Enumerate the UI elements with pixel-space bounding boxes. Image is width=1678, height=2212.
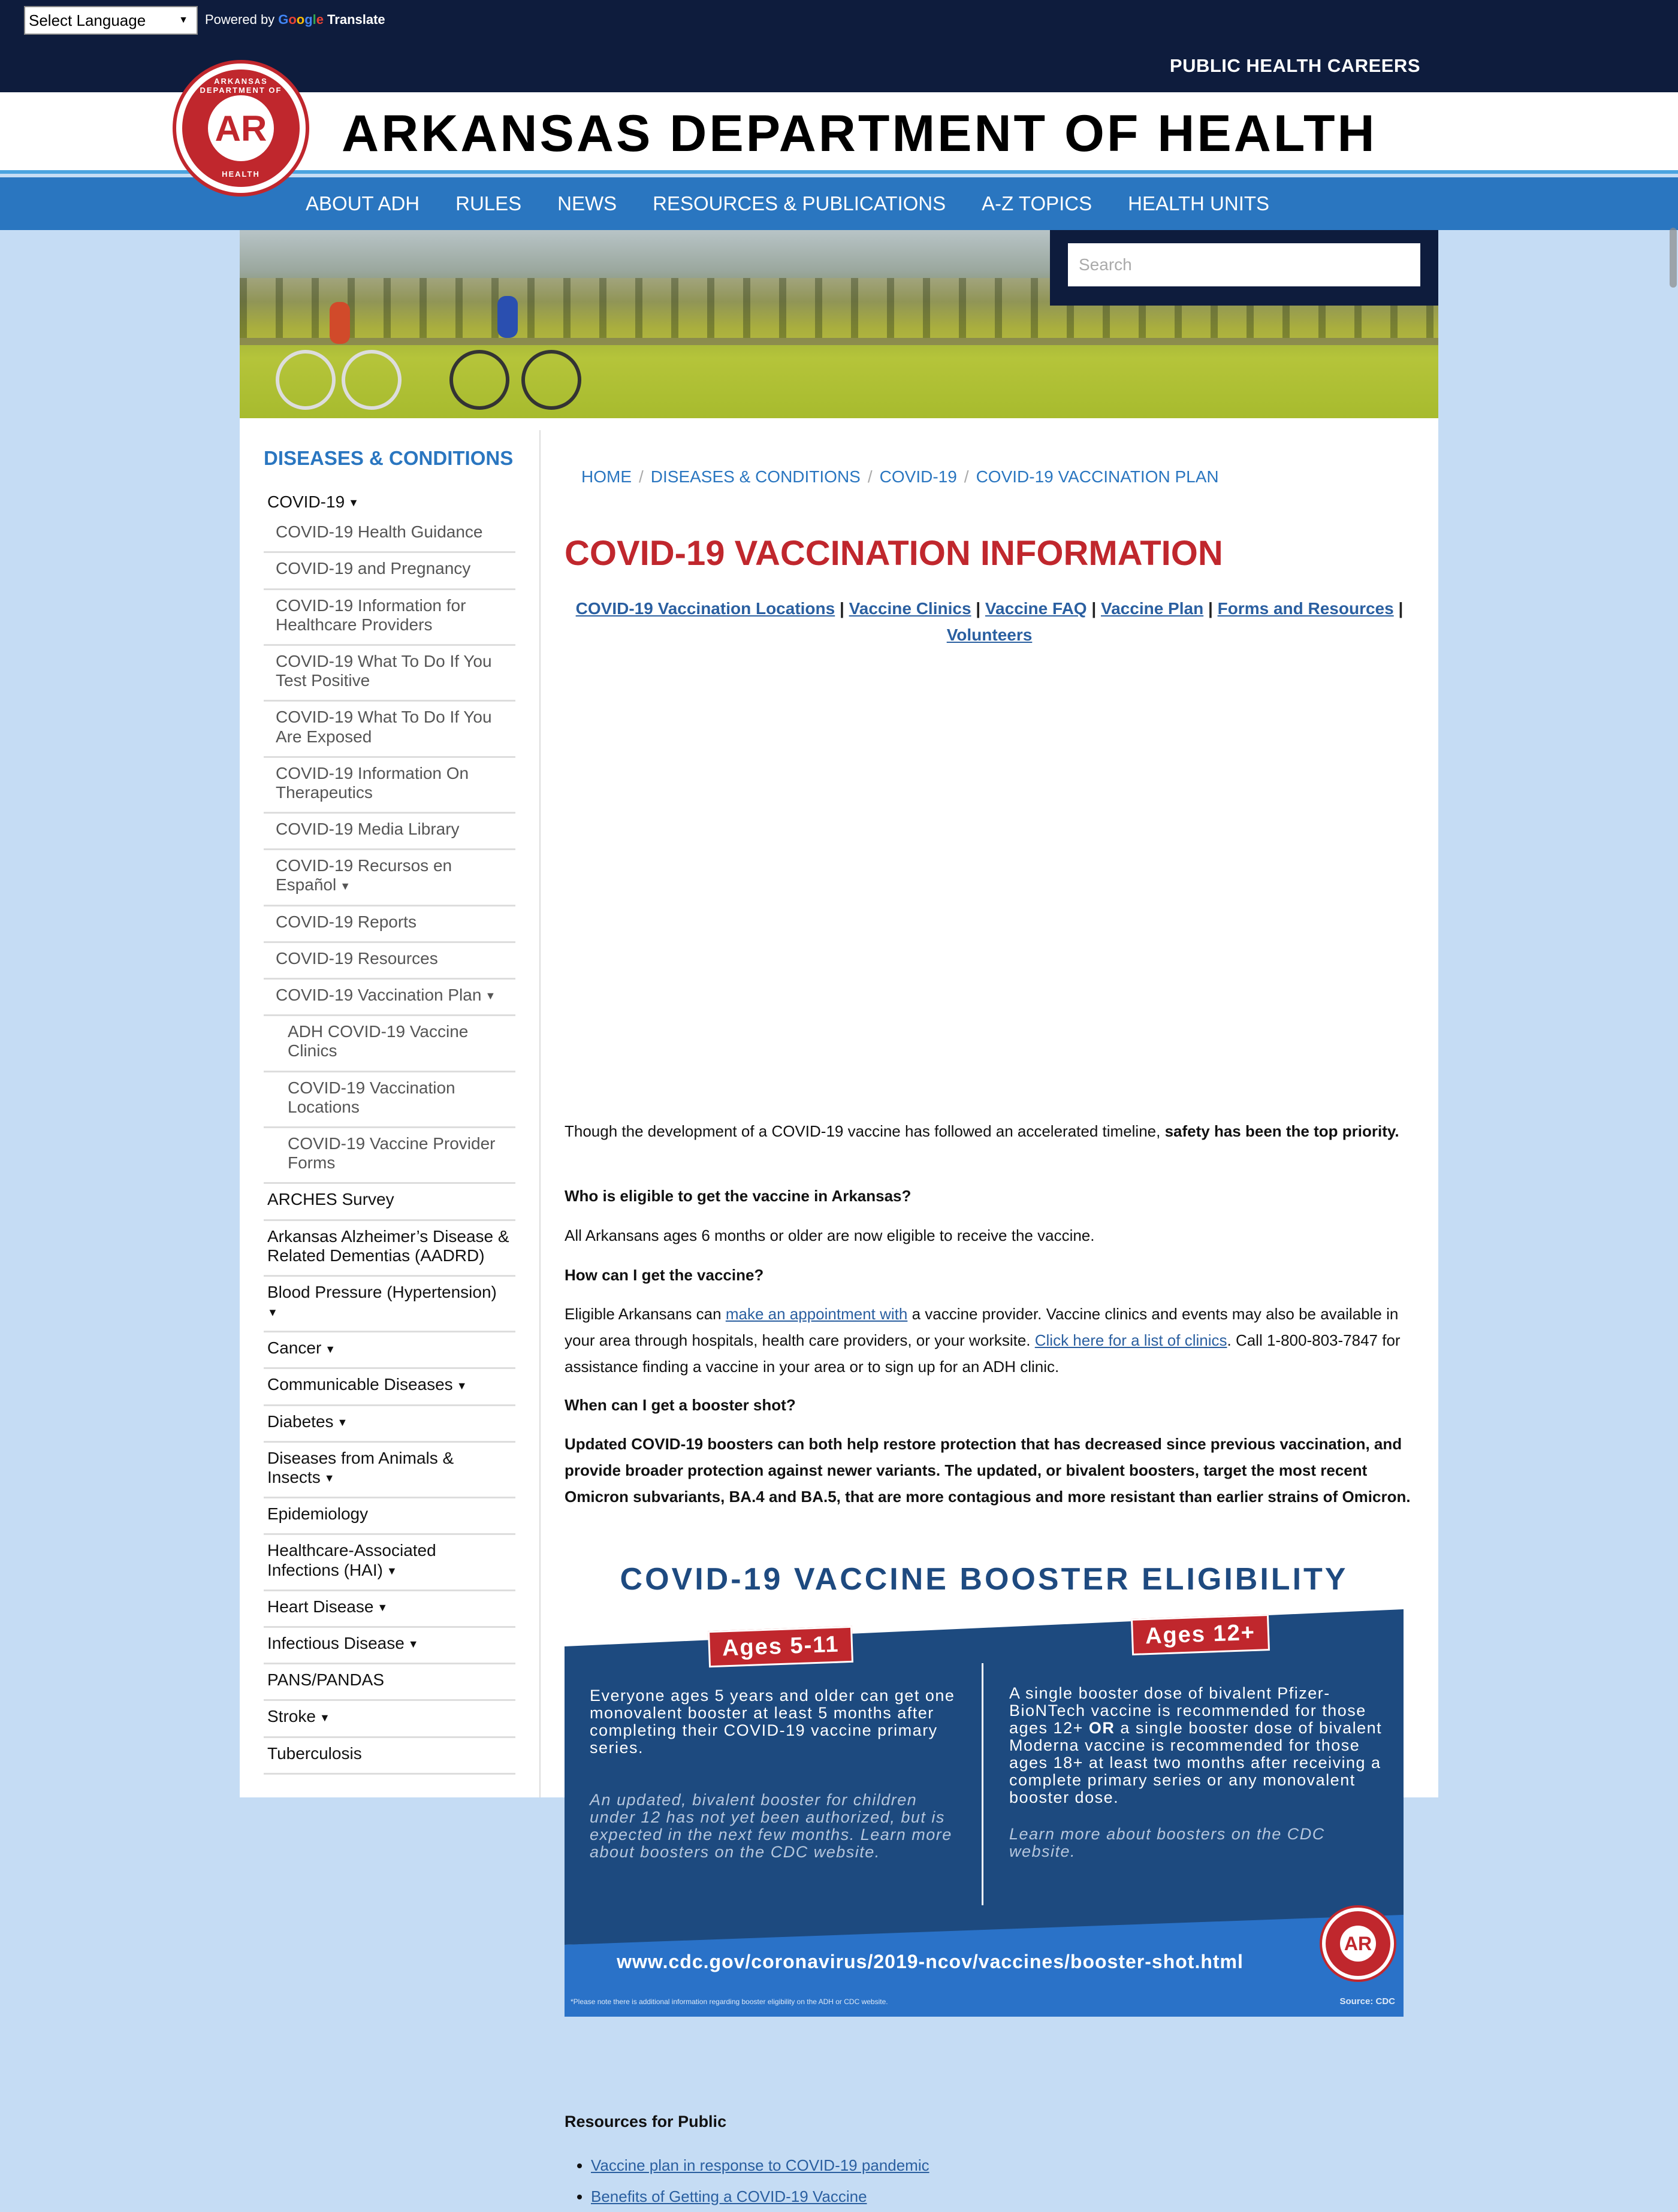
left-main-text: Everyone ages 5 years and older can get one monovalent booster at least 5 months after completing their COVID-19 vaccine primary series. xyxy=(590,1687,955,1757)
sidebar-item-covid-espanol[interactable]: COVID-19 Recursos en Español ▼ xyxy=(264,850,515,906)
nav-rules[interactable]: RULES xyxy=(455,192,522,214)
seal-monogram: AR xyxy=(208,95,274,161)
breadcrumb-vaccination-plan[interactable]: COVID-19 VACCINATION PLAN xyxy=(976,467,1219,486)
resources-list xyxy=(591,2150,929,2212)
sidebar-item-covid-therapeutics[interactable]: COVID-19 Information On Therapeutics xyxy=(264,758,515,814)
google-translate-credit xyxy=(205,12,385,28)
sidebar-item-adh-vaccine-clinics[interactable]: ADH COVID-19 Vaccine Clinics xyxy=(264,1016,515,1072)
sidebar-item-covid-reports[interactable]: COVID-19 Reports xyxy=(264,906,515,943)
google-logo: Google xyxy=(278,12,324,27)
caret-down-icon: ▼ xyxy=(340,880,351,892)
quicklink-vaccine-plan[interactable]: Vaccine Plan xyxy=(1100,599,1204,618)
quicklink-vaccination-locations[interactable]: COVID-19 Vaccination Locations xyxy=(575,599,835,618)
infographic-left-column xyxy=(590,1687,961,1861)
breadcrumb-covid-19[interactable]: COVID-19 xyxy=(879,467,957,486)
sidebar-item-heart-disease[interactable]: Heart Disease ▼ xyxy=(264,1591,515,1628)
tag-ages-5-11: Ages 5-11 xyxy=(708,1626,853,1667)
answer-eligibility: All Arkansans ages 6 months or older are now eligible to receive the vaccine. xyxy=(565,1226,1095,1244)
caret-down-icon: ▼ xyxy=(267,1306,278,1319)
infographic-right-column xyxy=(1009,1685,1387,1860)
quicklink-forms-resources[interactable]: Forms and Resources xyxy=(1217,599,1394,618)
list-item xyxy=(591,2181,929,2212)
sidebar-item-communicable-diseases[interactable]: Communicable Diseases ▼ xyxy=(264,1369,515,1406)
caret-down-icon: ▼ xyxy=(337,1416,348,1428)
page-scrollbar[interactable] xyxy=(1666,228,1678,1797)
caret-down-icon: ▼ xyxy=(485,990,496,1002)
sidebar-item-epidemiology[interactable]: Epidemiology xyxy=(264,1498,515,1535)
site-title: ARKANSAS DEPARTMENT OF HEALTH xyxy=(342,105,1377,162)
infographic-seal-monogram: AR xyxy=(1340,1926,1376,1962)
search-panel xyxy=(1050,230,1438,306)
sidebar xyxy=(264,447,515,1775)
question-eligibility: Who is eligible to get the vaccine in Arkansas? xyxy=(565,1187,912,1205)
sidebar-item-arches-survey[interactable]: ARCHES Survey xyxy=(264,1184,515,1220)
seal-bottom-text: HEALTH xyxy=(222,170,260,179)
answer-booster: Updated COVID-19 boosters can both help restore protection that has decreased since previous vaccination, and provide broader protection against newer variants. The updated, or bivalent boosters, target the most recent Omicron subvariants, BA.4 and BA.5, that are more contagious and more resistant than earlier strains of Omicron. xyxy=(565,1435,1411,1506)
search-input[interactable] xyxy=(1068,243,1420,286)
powered-by-label: Powered by xyxy=(205,12,275,27)
sidebar-item-vaccine-provider-forms[interactable]: COVID-19 Vaccine Provider Forms xyxy=(264,1128,515,1184)
list-item xyxy=(591,2150,929,2181)
caret-down-icon: ▼ xyxy=(348,497,359,509)
seal-top-text: ARKANSAS DEPARTMENT OF xyxy=(200,77,282,95)
infographic-title: COVID-19 VACCINE BOOSTER ELIGIBILITY xyxy=(620,1562,1348,1597)
question-booster: When can I get a booster shot? xyxy=(565,1396,796,1414)
breadcrumb: HOME / DISEASES & CONDITIONS / COVID-19 / COVID-19 VACCINATION PLAN xyxy=(581,467,1219,486)
chevron-down-icon: ▼ xyxy=(179,15,188,25)
sidebar-item-tuberculosis[interactable]: Tuberculosis xyxy=(264,1738,515,1775)
sidebar-item-covid-19[interactable]: COVID-19 ▼ xyxy=(267,492,359,511)
sidebar-item-diseases-animals-insects[interactable]: Diseases from Animals & Insects ▼ xyxy=(264,1443,515,1498)
booster-eligibility-infographic xyxy=(565,1561,1404,2017)
sidebar-heading[interactable]: DISEASES & CONDITIONS xyxy=(264,447,514,469)
translate-label: Translate xyxy=(327,12,385,27)
sidebar-item-covid-healthcare-providers[interactable]: COVID-19 Information for Healthcare Providers xyxy=(264,590,515,646)
quicklink-volunteers[interactable]: Volunteers xyxy=(946,625,1033,644)
resources-heading: Resources for Public xyxy=(565,2113,727,2131)
infographic-divider xyxy=(982,1663,983,1905)
list-of-clinics-link[interactable]: Click here for a list of clinics xyxy=(1034,1331,1227,1349)
sidebar-item-covid-vaccination-plan[interactable]: COVID-19 Vaccination Plan ▼ xyxy=(264,980,515,1016)
right-main-text: A single booster dose of bivalent Pfizer-BioNTech vaccine is recommended for those ages 12+ OR a single booster dose of bivalent Moderna vaccine is recommended for those ages 18+ at least two months after receiving a complete primary series or any monovalent booster dose. xyxy=(1009,1684,1383,1806)
sidebar-item-blood-pressure[interactable]: Blood Pressure (Hypertension) ▼ xyxy=(264,1277,515,1332)
page-title: COVID-19 VACCINATION INFORMATION xyxy=(565,534,1223,573)
question-how-get: How can I get the vaccine? xyxy=(565,1266,764,1284)
benefits-vaccine-link[interactable]: Benefits of Getting a COVID-19 Vaccine xyxy=(591,2187,867,2205)
caret-down-icon: ▼ xyxy=(456,1379,467,1392)
sidebar-item-hai[interactable]: Healthcare-Associated Infections (HAI) ▼ xyxy=(264,1535,515,1591)
public-health-careers-link[interactable]: PUBLIC HEALTH CAREERS xyxy=(1169,55,1420,76)
content-panel xyxy=(240,418,1438,2205)
breadcrumb-home[interactable]: HOME xyxy=(581,467,632,486)
sidebar-item-cancer[interactable]: Cancer ▼ xyxy=(264,1332,515,1369)
infographic-note: *Please note there is additional information regarding booster eligibility on the ADH or CDC website. xyxy=(571,1998,888,2006)
infographic-cdc-url: www.cdc.gov/coronavirus/2019-ncov/vaccines/booster-shot.html xyxy=(617,1951,1244,1972)
sidebar-item-pans-pandas[interactable]: PANS/PANDAS xyxy=(264,1664,515,1701)
sidebar-item-infectious-disease[interactable]: Infectious Disease ▼ xyxy=(264,1628,515,1664)
sidebar-item-diabetes[interactable]: Diabetes ▼ xyxy=(264,1406,515,1443)
infographic-adh-seal xyxy=(1320,1905,1396,1982)
sidebar-divider xyxy=(539,430,541,1797)
caret-down-icon: ▼ xyxy=(408,1638,419,1651)
quicklink-vaccine-clinics[interactable]: Vaccine Clinics xyxy=(849,599,971,618)
adh-seal-logo[interactable] xyxy=(173,60,309,197)
caret-down-icon: ▼ xyxy=(324,1472,335,1485)
caret-down-icon: ▼ xyxy=(386,1564,397,1577)
nav-health-units[interactable]: HEALTH UNITS xyxy=(1128,192,1270,214)
quicklink-vaccine-faq[interactable]: Vaccine FAQ xyxy=(985,599,1087,618)
caret-down-icon: ▼ xyxy=(319,1711,330,1724)
sidebar-item-vaccination-locations[interactable]: COVID-19 Vaccination Locations xyxy=(264,1072,515,1128)
intro-paragraph: Though the development of a COVID-19 vaccine has followed an accelerated timeline, safety has been the top priority. xyxy=(565,1122,1399,1140)
caret-down-icon: ▼ xyxy=(325,1343,336,1355)
sidebar-item-aadrd[interactable]: Arkansas Alzheimer’s Disease & Related Dementias (AADRD) xyxy=(264,1221,515,1277)
scrollbar-thumb[interactable] xyxy=(1670,228,1677,288)
caret-down-icon: ▼ xyxy=(377,1601,388,1614)
tag-ages-12-plus: Ages 12+ xyxy=(1131,1614,1270,1655)
language-select[interactable] xyxy=(24,6,198,35)
cyclist-2 xyxy=(449,320,581,416)
nav-about-adh[interactable]: ABOUT ADH xyxy=(306,192,420,214)
sidebar-item-covid-exposed[interactable]: COVID-19 What To Do If You Are Exposed xyxy=(264,702,515,757)
sidebar-item-covid-resources[interactable]: COVID-19 Resources xyxy=(264,943,515,980)
language-select-label: Select Language xyxy=(29,11,146,29)
right-italic-text: Learn more about boosters on the CDC website. xyxy=(1009,1825,1325,1860)
quick-links: COVID-19 Vaccination Locations | Vaccine Clinics | Vaccine FAQ | Vaccine Plan | Forms and Resources | Volunteers xyxy=(575,599,1404,644)
sidebar-item-covid-media-library[interactable]: COVID-19 Media Library xyxy=(264,814,515,850)
sidebar-item-covid-test-positive[interactable]: COVID-19 What To Do If You Test Positive xyxy=(264,646,515,702)
make-appointment-link[interactable]: make an appointment with xyxy=(725,1305,908,1323)
sidebar-item-stroke[interactable]: Stroke ▼ xyxy=(264,1701,515,1737)
nav-resources-publications[interactable]: RESOURCES & PUBLICATIONS xyxy=(653,192,946,214)
sidebar-item-covid-pregnancy[interactable]: COVID-19 and Pregnancy xyxy=(264,553,515,590)
breadcrumb-diseases-conditions[interactable]: DISEASES & CONDITIONS xyxy=(650,467,861,486)
infographic-source: Source: CDC xyxy=(1339,1996,1395,2006)
vaccine-plan-link[interactable]: Vaccine plan in response to COVID-19 pandemic xyxy=(591,2156,929,2174)
sidebar-item-covid-health-guidance[interactable]: COVID-19 Health Guidance xyxy=(264,516,515,553)
nav-news[interactable]: NEWS xyxy=(557,192,617,214)
answer-how-get: Eligible Arkansans can make an appointment with a vaccine provider. Vaccine clinics and events may also be available in your area through hospitals, health care providers, or your worksite. Click here for a list of clinics. Call 1-800-803-7847 for assistance finding a vaccine in your area or to sign up for an ADH clinic. xyxy=(565,1305,1401,1376)
left-italic-text: An updated, bivalent booster for children under 12 has not yet been authorized, but is expected in the next few months. Learn more about boosters on the CDC website. xyxy=(590,1791,952,1861)
cyclist-1 xyxy=(276,320,408,416)
nav-a-z-topics[interactable]: A-Z TOPICS xyxy=(982,192,1092,214)
